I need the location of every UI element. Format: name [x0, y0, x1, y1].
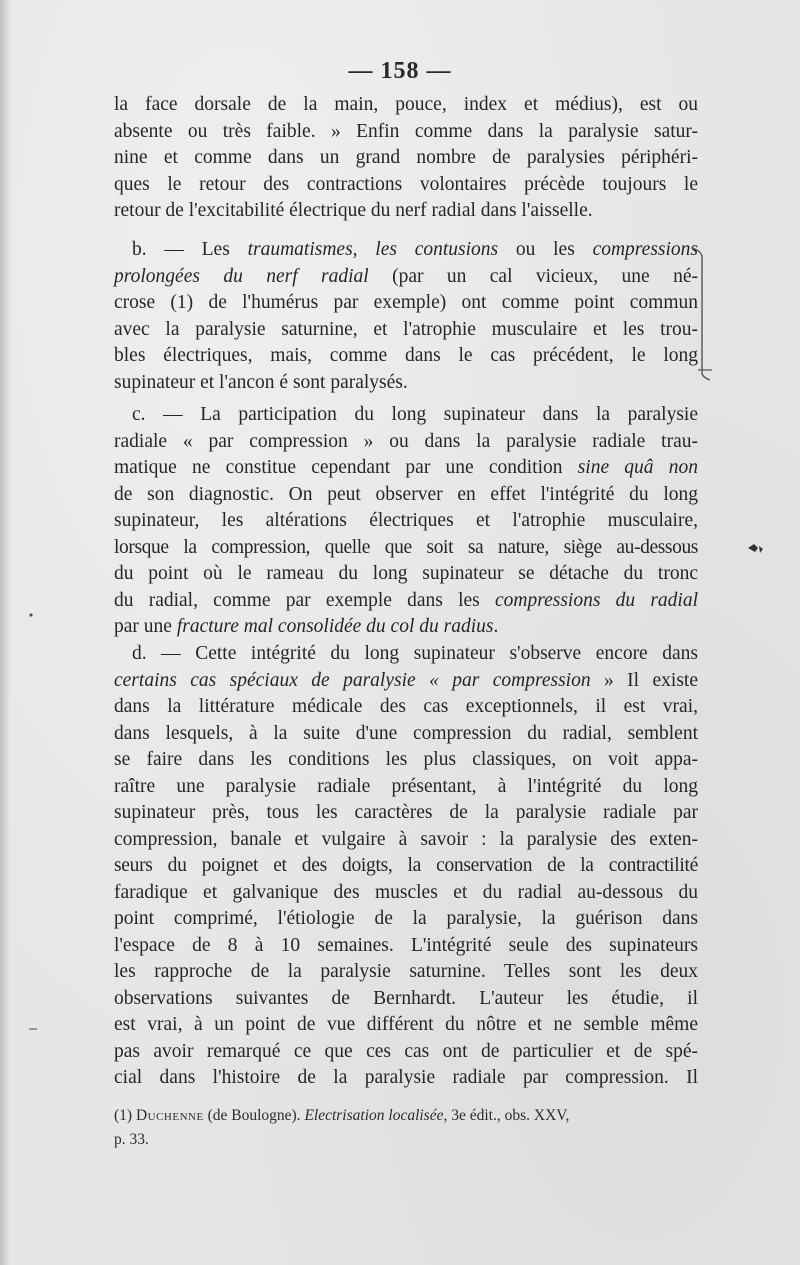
italic-run: certains cas spéciaux de paralysie « par compression: [114, 669, 591, 691]
text-line: les rapproche de la paralysie saturnine. Telles sont les deux: [114, 961, 698, 982]
text-line: dans la littérature médicale des cas exceptionnels, il est vrai,: [114, 696, 698, 717]
italic-run: sine quâ non: [577, 457, 698, 478]
footnote-text: , 3e édit., obs. XXV,: [443, 1107, 570, 1124]
text-line: radiale « par compression » ou dans la paralysie radiale trau-: [114, 430, 698, 452]
text-line: point comprimé, l'étiologie de la paralysie, la guérison dans: [114, 908, 698, 929]
text-run: par une: [114, 616, 177, 637]
text-line: avec la paralysie saturnine, et l'atrophie musculaire et les trou-: [114, 318, 698, 340]
text-line: supinateur près, tous les caractères de la paralysie radiale par: [114, 802, 698, 823]
text-line: [114, 237, 698, 264]
text-line: supinateur, les altérations électriques et l'atrophie musculaire,: [114, 510, 698, 531]
text-line: retour de l'excitabilité électrique du nerf radial dans l'aisselle.: [114, 200, 593, 221]
text-line: [114, 668, 698, 695]
text-line: [114, 455, 698, 482]
footnote-text: (de Boulogne).: [203, 1107, 305, 1124]
text-line: cial dans l'histoire de la paralysie radiale par compression. Il: [114, 1067, 698, 1088]
footnote-page: p. 33.: [114, 1131, 149, 1148]
text-run: du radial, comme par exemple dans les: [114, 589, 495, 611]
ink-speck-mark: [746, 540, 766, 556]
text-line: raître une paralysie radiale présentant, à l'intégrité du long: [114, 775, 698, 797]
footnote: [114, 1104, 698, 1152]
text-line: [114, 264, 698, 291]
italic-run: fracture mal consolidée du col du radius: [176, 616, 494, 637]
text-run: (par un cal vicieux, une né-: [368, 265, 698, 287]
text-line: lorsque la compression, quelle que soit sa nature, siège au-dessous: [114, 536, 698, 558]
text-line: observations suivantes de Bernhardt. L'auteur les étudie, il: [114, 987, 698, 1009]
paragraph-c: [114, 402, 698, 641]
italic-run: compressions: [592, 239, 699, 260]
text-line: faradique et galvanique des muscles et du radial au-dessous du: [114, 881, 698, 903]
ink-dot-mark: [28, 612, 34, 618]
text-run: » Il existe: [590, 669, 698, 691]
text-line: est vrai, à un point de vue différent du nôtre et ne semble même: [114, 1014, 698, 1035]
text-line: absente ou très faible. » Enfin comme dans la paralysie satur-: [114, 120, 698, 142]
text-line: [114, 588, 698, 615]
paragraph-d: [114, 641, 698, 1092]
italic-run: compressions du radial: [494, 589, 698, 611]
italic-run: traumatismes, les contusions: [247, 239, 499, 260]
text-line: d. — Cette intégrité du long supinateur s'observe encore dans: [132, 643, 698, 664]
text-line: compression, banale et vulgaire à savoir : la paralysie des exten-: [114, 828, 698, 850]
ink-dash-mark: [28, 1026, 38, 1032]
text-line: [114, 614, 698, 641]
text-line: se faire dans les conditions les plus classiques, on voit appa-: [114, 749, 698, 770]
text-line: crose (1) de l'humérus par exemple) ont comme point commun: [114, 292, 698, 313]
text-line: bles électriques, mais, comme dans le cas précédent, le long: [114, 345, 698, 366]
text-line: seurs du poignet et des doigts, la conservation de la contractilité: [114, 855, 698, 876]
text-run: .: [493, 616, 499, 637]
text-line: supinateur et l'ancon é sont paralysés.: [114, 371, 408, 393]
text-run: matique ne constitue cependant par une condition: [114, 457, 578, 478]
footnote-author: Duchenne: [135, 1107, 204, 1124]
text-run: ou les: [498, 239, 593, 260]
text-line: de son diagnostic. On peut observer en effet l'intégrité du long: [114, 483, 698, 505]
text-line: la face dorsale de la main, pouce, index et médius), est ou: [114, 94, 698, 115]
paragraph-b: [114, 237, 698, 396]
footnote-marker: (1): [114, 1107, 136, 1124]
italic-run: prolongées du nerf radial: [114, 265, 369, 287]
pencil-bracket-mark: [690, 246, 714, 382]
text-line: pas avoir remarqué ce que ces cas ont de particulier et de spé-: [114, 1040, 698, 1062]
footnote-title: Electrisation localisée: [304, 1107, 444, 1124]
text-line: dans lesquels, à la suite d'une compression du radial, semblent: [114, 722, 698, 744]
page-number: — 158 —: [348, 58, 452, 84]
text-run: b. — Les: [132, 239, 248, 260]
text-line: c. — La participation du long supinateur dans la paralysie: [132, 404, 698, 425]
text-line: l'espace de 8 à 10 semaines. L'intégrité seule des supinateurs: [114, 934, 698, 956]
paragraph-1: [114, 92, 698, 225]
page-edge-shadow: [0, 0, 10, 1265]
text-line: nine et comme dans un grand nombre de paralysies périphéri-: [114, 147, 698, 168]
text-line: ques le retour des contractions volontaires précède toujours le: [114, 173, 698, 195]
text-line: du point où le rameau du long supinateur se détache du tronc: [114, 563, 698, 584]
